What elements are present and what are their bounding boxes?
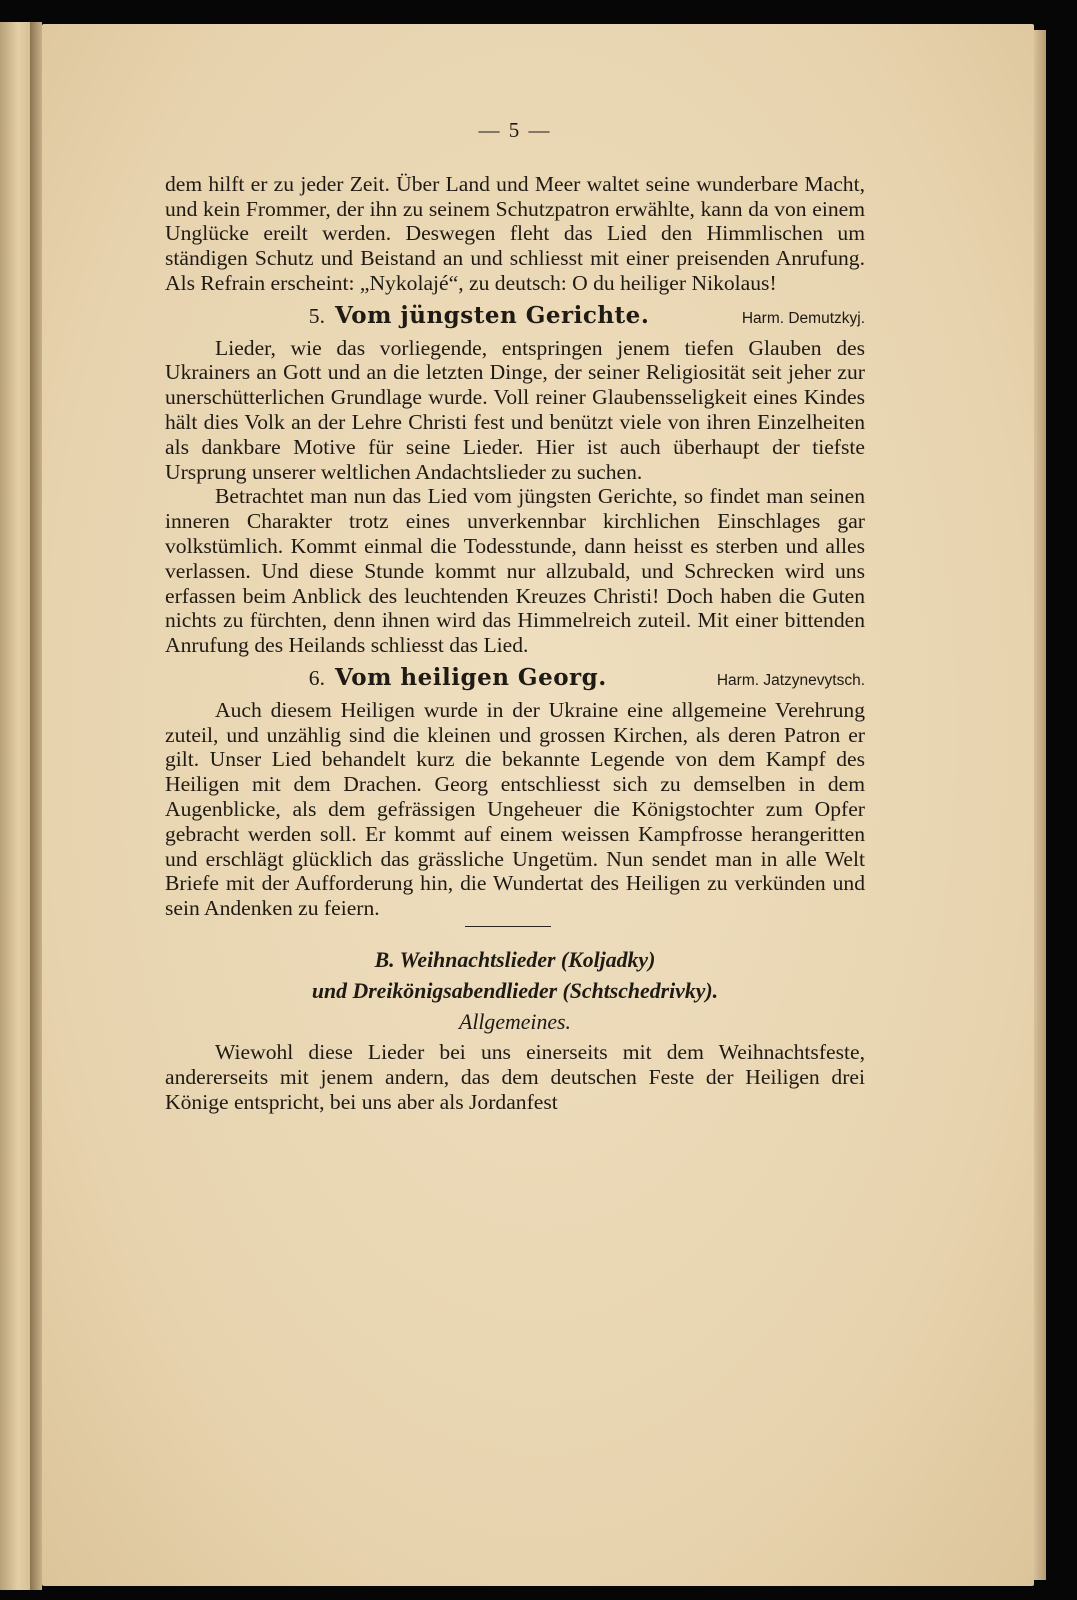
page-stack-edge xyxy=(1034,30,1046,1580)
chapter-b-heading-line-2: und Dreikönigsabendlieder (Schtschedrivky). xyxy=(311,978,719,1003)
harmonization-credit: Harm. Demutzkyj. xyxy=(741,309,865,327)
section-title: Vom heiligen Georg. xyxy=(335,663,607,691)
section-5-paragraph-2: Betrachtet man nun das Lied vom jüngsten Gerichte, so findet man seinen inneren Charakter trotz eines unverkennbar kirchlichen Einschlages gar volkstümlich. Kommt einmal die Todesstunde, dann heisst es sterben und alles verlassen. Und diese Stunde kommt nur allzubald, und Schrecken wird uns erfassen beim Anblick des leuchtenden Kreuzes Christi! Doch haben die Guten nichts zu fürchten, denn ihnen wird das Himmelreich zuteil. Mit einer bittenden Anrufung des Heilands schliesst das Lied. xyxy=(165,484,865,658)
section-6-paragraph-1: Auch diesem Heiligen wurde in der Ukraine eine allgemeine Verehrung zuteil, und unzählig sind die kleinen und grossen Kirchen, als deren Patron er gilt. Unser Lied behandelt kurz die bekannte Legende von dem Kampf des Heiligen mit dem Drachen. Georg entschliesst sich zu demselben in dem Augenblicke, als dem gefrässigen Ungeheuer die Königstochter zum Opfer gebracht werden soll. Er kommt auf einem weissen Kampfrosse herangeritten und erschlägt glücklich das grässliche Ungetüm. Nun sendet man in alle Welt Briefe mit der Aufforderung hin, die Wundertat des Heiligen zu verkünden und sein Andenken zu feiern. xyxy=(165,697,865,921)
subheading: Allgemeines. xyxy=(459,1009,571,1034)
section-number: 5. xyxy=(308,303,325,328)
chapter-b-heading-line-1: B. Weihnachtslieder (Koljadky) xyxy=(374,947,656,972)
section-number: 6. xyxy=(308,665,325,690)
page-number: — 5 — xyxy=(478,118,552,142)
section-title: Vom jüngsten Gerichte. xyxy=(335,301,650,329)
chapter-b-paragraph-1: Wiewohl diese Lieder bei uns einerseits mit dem Weihnachtsfeste, andererseits mit jenem andern, das dem deutschen Feste der Heiligen drei Könige entspricht, bei uns aber als Jordanfest xyxy=(165,1039,865,1114)
facing-page-edge xyxy=(0,22,30,1590)
harmonization-credit: Harm. Jatzynevytsch. xyxy=(716,671,865,689)
section-5-paragraph-1: Lieder, wie das vorliegende, entspringen jenem tiefen Glauben des Ukrainers an Gott und an die letzten Dinge, der seiner Religiosität seit jeher zur unerschütterlichen Grundlage wurde. Voll reiner Glaubensseligkeit eines Kindes hält dies Volk an der Lehre Christi fest und benützt viele von ihren Einzelheiten als dankbare Motive für seine Lieder. Hier ist auch überhaupt der tiefste Ursprung unserer weltlichen Andachtslieder zu suchen. xyxy=(165,335,865,484)
section-divider xyxy=(465,926,551,927)
intro-paragraph: dem hilft er zu jeder Zeit. Über Land und Meer waltet seine wunderbare Macht, und kein Frommer, der ihn zu seinem Schutzpatron erwählte, kann da von einem Unglücke ereilt werden. Deswegen fleht das Lied den Himmlischen um ständigen Schutz und Beistand an und schliesst mit einer preisenden Anrufung. Als Refrain erscheint: „Nykolajé“, zu deutsch: O du heiliger Nikolaus! xyxy=(165,171,865,295)
section-6-heading xyxy=(165,663,865,694)
book-gutter xyxy=(30,22,42,1590)
section-5-heading xyxy=(165,301,865,332)
page-text xyxy=(165,118,865,1114)
